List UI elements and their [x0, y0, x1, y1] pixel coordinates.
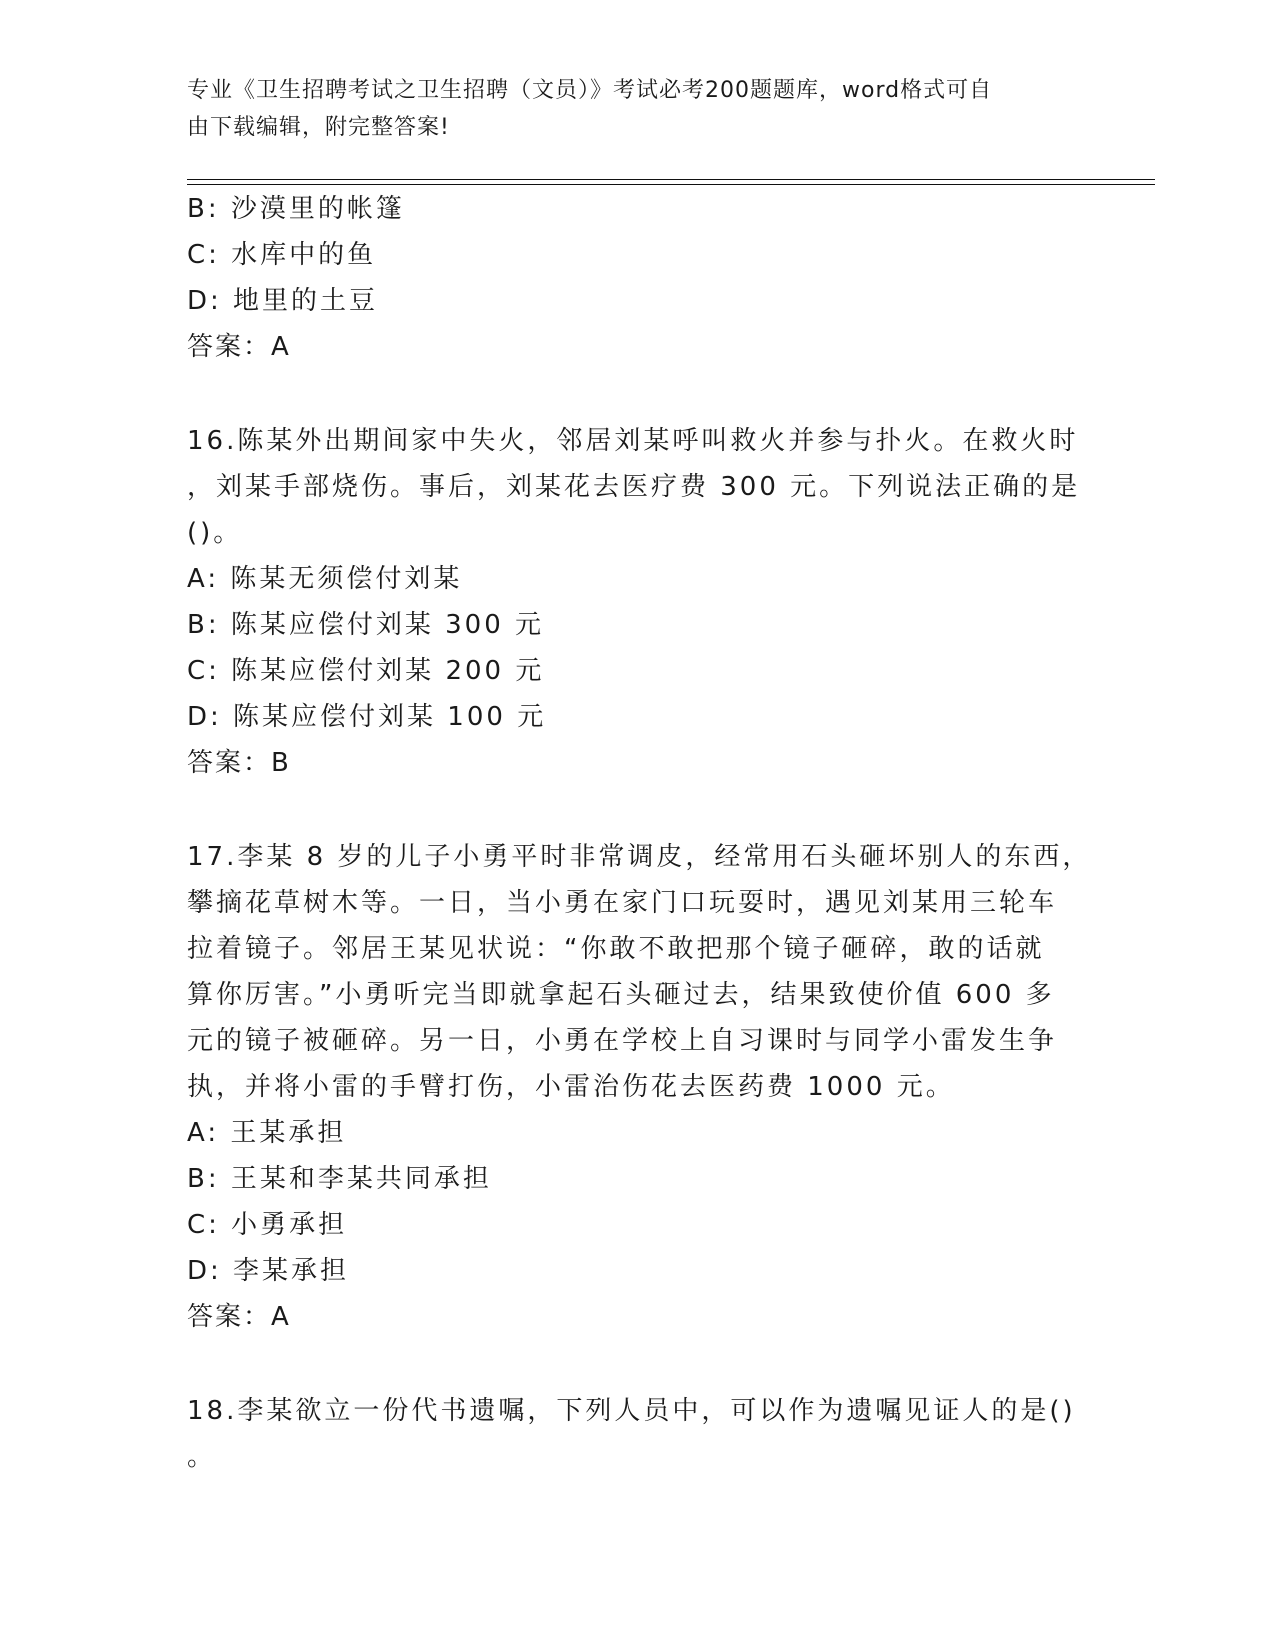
question-text-line: 元的镜子被砸碎。另一日，小勇在学校上自习课时与同学小雷发生争	[187, 1026, 1058, 1056]
document-header	[187, 72, 1067, 146]
spacer	[187, 786, 1077, 834]
question-text-line: ()。	[187, 518, 243, 548]
spacer	[187, 370, 1077, 418]
question-18	[187, 1388, 1077, 1480]
option-a: A: 王某承担	[187, 1118, 347, 1148]
header-line-1: 专业《卫生招聘考试之卫生招聘（文员）》考试必考200题题库，word格式可自	[187, 78, 993, 103]
question-17	[187, 834, 1092, 1340]
answer-line: 答案：A	[187, 1302, 291, 1332]
option-c: C: 水库中的鱼	[187, 240, 377, 270]
header-line-2: 由下载编辑，附完整答案!	[187, 115, 450, 140]
option-a: A: 陈某无须偿付刘某	[187, 564, 463, 594]
question-15-tail	[187, 186, 1077, 370]
option-b: B: 王某和李某共同承担	[187, 1164, 492, 1194]
option-d: D: 地里的土豆	[187, 286, 379, 316]
question-text-line: ，刘某手部烧伤。事后，刘某花去医疗费 300 元。下列说法正确的是	[187, 472, 1081, 502]
option-c: C: 小勇承担	[187, 1210, 348, 1240]
question-text-line: 拉着镜子。邻居王某见状说：“你敢不敢把那个镜子砸碎，敢的话就	[187, 934, 1045, 964]
answer-line: 答案：B	[187, 748, 291, 778]
option-b: B: 沙漠里的帐篷	[187, 194, 405, 224]
question-16	[187, 418, 1081, 786]
header-rule-top	[187, 179, 1155, 180]
question-content	[187, 186, 1092, 1480]
question-text-line: 17.李某 8 岁的儿子小勇平时非常调皮，经常用石头砸坏别人的东西，	[187, 842, 1092, 872]
option-c: C: 陈某应偿付刘某 200 元	[187, 656, 545, 686]
answer-line: 答案：A	[187, 332, 291, 362]
question-text-line: 攀摘花草树木等。一日，当小勇在家门口玩耍时，遇见刘某用三轮车	[187, 888, 1058, 918]
question-text-line: 算你厉害。”小勇听完当即就拿起石头砸过去，结果致使价值 600 多	[187, 980, 1055, 1010]
spacer	[187, 1340, 1077, 1388]
option-b: B: 陈某应偿付刘某 300 元	[187, 610, 545, 640]
option-d: D: 陈某应偿付刘某 100 元	[187, 702, 547, 732]
question-text-line: 16.陈某外出期间家中失火，邻居刘某呼叫救火并参与扑火。在救火时	[187, 426, 1079, 456]
header-rule-bottom	[187, 184, 1155, 185]
question-text-line: 。	[187, 1442, 217, 1472]
question-text-line: 18.李某欲立一份代书遗嘱，下列人员中，可以作为遗嘱见证人的是()	[187, 1396, 1076, 1426]
option-d: D: 李某承担	[187, 1256, 350, 1286]
question-text-line: 执，并将小雷的手臂打伤，小雷治伤花去医药费 1000 元。	[187, 1072, 955, 1102]
